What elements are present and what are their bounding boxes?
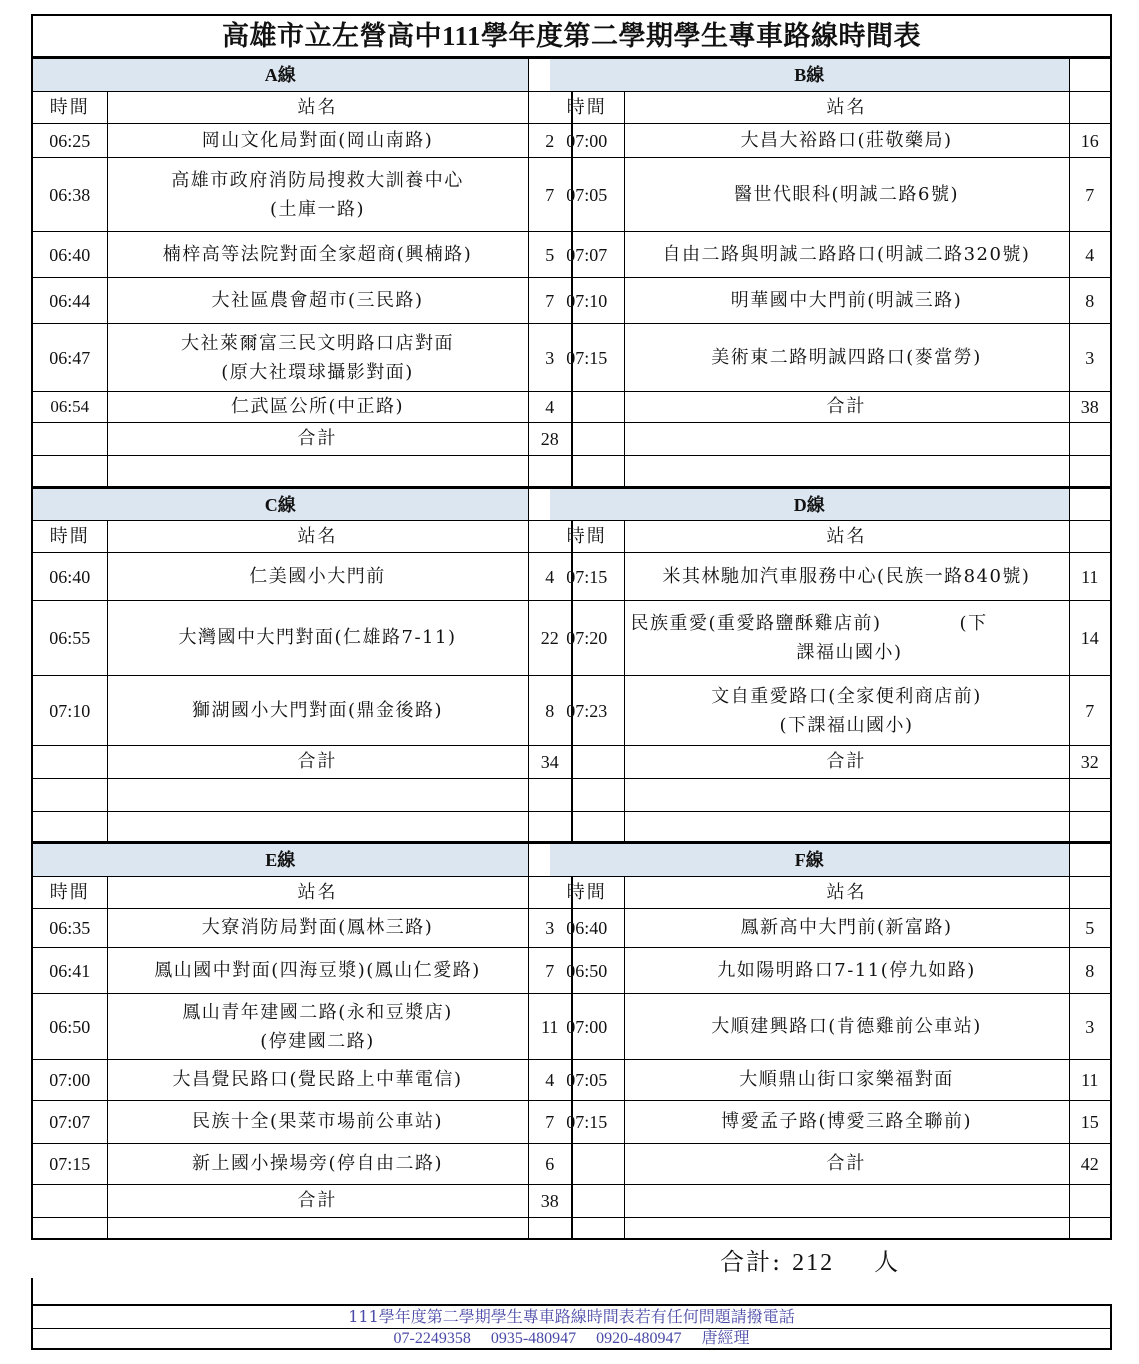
total-row: 合計 32 (550, 746, 1110, 779)
route-f-title: F線 (550, 844, 1069, 877)
route-b-panel (550, 58, 1110, 487)
total-row: 合計 28 (33, 423, 571, 456)
table-row: 06:47 大社萊爾富三民文明路口店對面 (原大社環球攝影對面) 3 (33, 324, 571, 392)
footer-contact (31, 1304, 1112, 1350)
route-f-panel (550, 841, 1110, 1240)
grand-total-value: 212 (792, 1250, 835, 1276)
total-row: 合計 42 (550, 1144, 1110, 1185)
col-station-header: 站名 (107, 92, 528, 124)
table-row: 06:44 大社區農會超市(三民路) 7 (33, 278, 571, 324)
table-row: 07:23 文自重愛路口(全家便利商店前) (下課福山國小) 7 (550, 676, 1110, 746)
route-e-title: E線 (33, 844, 528, 877)
contact-name: 唐經理 (701, 1330, 750, 1347)
table-row: 07:05 醫世代眼科(明誠二路6號) 7 (550, 158, 1110, 232)
table-row: 06:40 仁美國小大門前 4 (33, 553, 571, 601)
table-row: 07:00 大昌大裕路口(莊敬藥局) 16 (550, 124, 1110, 158)
table-row: 07:07 民族十全(果菜市場前公車站) 7 (33, 1101, 571, 1144)
table-row: 07:10 明華國中大門前(明誠三路) 8 (550, 278, 1110, 324)
route-c-title: C線 (33, 489, 528, 521)
table-row: 06:50 鳳山青年建國二路(永和豆漿店) (停建國二路) 11 (33, 994, 571, 1060)
footer-note: 111學年度第二學期學生專車路線時間表若有任何問題請撥電話 (33, 1306, 1110, 1329)
table-row: 07:15 美術東二路明誠四路口(麥當勞) 3 (550, 324, 1110, 392)
route-c-total: 34 (528, 746, 571, 779)
route-e-total: 38 (528, 1185, 571, 1218)
phone-2: 0935-480947 (490, 1330, 577, 1347)
table-row: 07:05 大順鼎山街口家樂福對面 11 (550, 1060, 1110, 1101)
route-c-panel (33, 486, 573, 843)
route-e-panel (33, 841, 573, 1240)
table-row: 07:10 獅湖國小大門對面(鼎金後路) 8 (33, 676, 571, 746)
table-row: 07:20 民族重愛(重愛路鹽酥雞店前) (下 課福山國小) 14 (550, 601, 1110, 676)
footer-phones (33, 1328, 1110, 1350)
table-row: 06:55 大灣國中大門對面(仁雄路7-11) 22 (33, 601, 571, 676)
route-b-title: B線 (550, 59, 1069, 92)
table-row: 07:00 大昌覺民路口(覺民路上中華電信) 4 (33, 1060, 571, 1101)
table-row: 06:50 九如陽明路口7-11(停九如路) 8 (550, 948, 1110, 994)
route-a-total: 28 (528, 423, 571, 456)
footer-divider (31, 1278, 33, 1306)
table-row: 06:40 鳳新高中大門前(新富路) 5 (550, 909, 1110, 948)
total-row: 合計 38 (550, 392, 1110, 423)
total-row: 合計 38 (33, 1185, 571, 1218)
route-a-panel (33, 58, 573, 487)
route-c-table: C線 時間 站名 06:40 仁美國小大門前 4 06:55 大灣國中大門對面(仁雄路7-11) 22 07:10 獅湖國小大門對面(鼎金後路) 8 合計 34 (33, 488, 571, 843)
phone-3: 0920-480947 (596, 1330, 682, 1347)
route-f-table: F線 時間 站名 06:40 鳳新高中大門前(新富路) 5 06:50 九如陽明路口7-11(停九如路) 8 07:00 大順建興路口(肯德雞前公車站) 3 07:05 大順鼎山街口家樂福對面 11 07:15 博愛孟子路(博愛三路全聯前) 15 合計 42 (550, 843, 1110, 1240)
grand-total (720, 1242, 900, 1277)
route-d-total: 32 (1069, 746, 1110, 779)
route-a-title: A線 (33, 59, 528, 92)
table-row: 07:15 米其林馳加汽車服務中心(民族一路840號) 11 (550, 553, 1110, 601)
schedule-sheet (31, 14, 1112, 1240)
route-b-table: B線 時間 站名 07:00 大昌大裕路口(莊敬藥局) 16 07:05 醫世代眼科(明誠二路6號) 7 07:07 自由二路與明誠二路路口(明誠二路320號) 4 07:10 明華國中大門前(明誠三路) 8 07:15 美術東二路明誠四路口(麥當勞) 3 合計 38 (550, 58, 1110, 487)
table-row: 07:15 新上國小操場旁(停自由二路) 6 (33, 1144, 571, 1185)
page-title: 高雄市立左營高中111學年度第二學期學生專車路線時間表 (33, 16, 1110, 58)
table-row: 06:41 鳳山國中對面(四海豆漿)(鳳山仁愛路) 7 (33, 948, 571, 994)
table-row: 06:38 高雄市政府消防局搜救大訓養中心 (土庫一路) 7 (33, 158, 571, 232)
table-row: 07:07 自由二路與明誠二路路口(明誠二路320號) 4 (550, 232, 1110, 278)
grand-total-unit: 人 (874, 1248, 901, 1276)
route-d-panel (550, 486, 1110, 843)
table-row: 06:35 大寮消防局對面(鳳林三路) 3 (33, 909, 571, 948)
table-row: 06:40 楠梓高等法院對面全家超商(興楠路) 5 (33, 232, 571, 278)
route-e-table: E線 時間 站名 06:35 大寮消防局對面(鳳林三路) 3 06:41 鳳山國中對面(四海豆漿)(鳳山仁愛路) 7 06:50 鳳山青年建國二路(永和豆漿店) (停建國二路) 11 07:00 大昌覺民路口(覺民路上中華電信) 4 07:07 民族十全(果菜市場前公車站) 7 07:15 新上國小操場旁(停自由二路) 6 合計 38 (33, 843, 571, 1240)
phone-1: 07-2249358 (393, 1330, 471, 1347)
route-d-table: D線 時間 站名 07:15 米其林馳加汽車服務中心(民族一路840號) 11 07:20 民族重愛(重愛路鹽酥雞店前) (下 課福山國小) 14 07:23 文自重愛路口(全家便利商店前) (下課福山國小) 7 合計 32 (550, 488, 1110, 843)
route-f-total: 42 (1069, 1144, 1110, 1185)
table-row: 06:54 仁武區公所(中正路) 4 (33, 392, 571, 423)
table-row: 06:25 岡山文化局對面(岡山南路) 2 (33, 124, 571, 158)
grand-total-label: 合計: (720, 1248, 783, 1276)
route-a-table (33, 58, 571, 487)
table-row: 07:00 大順建興路口(肯德雞前公車站) 3 (550, 994, 1110, 1060)
route-d-title: D線 (550, 489, 1069, 521)
total-row: 合計 34 (33, 746, 571, 779)
route-b-total: 38 (1069, 392, 1110, 423)
table-row: 07:15 博愛孟子路(博愛三路全聯前) 15 (550, 1101, 1110, 1144)
col-time-header: 時間 (33, 92, 107, 124)
